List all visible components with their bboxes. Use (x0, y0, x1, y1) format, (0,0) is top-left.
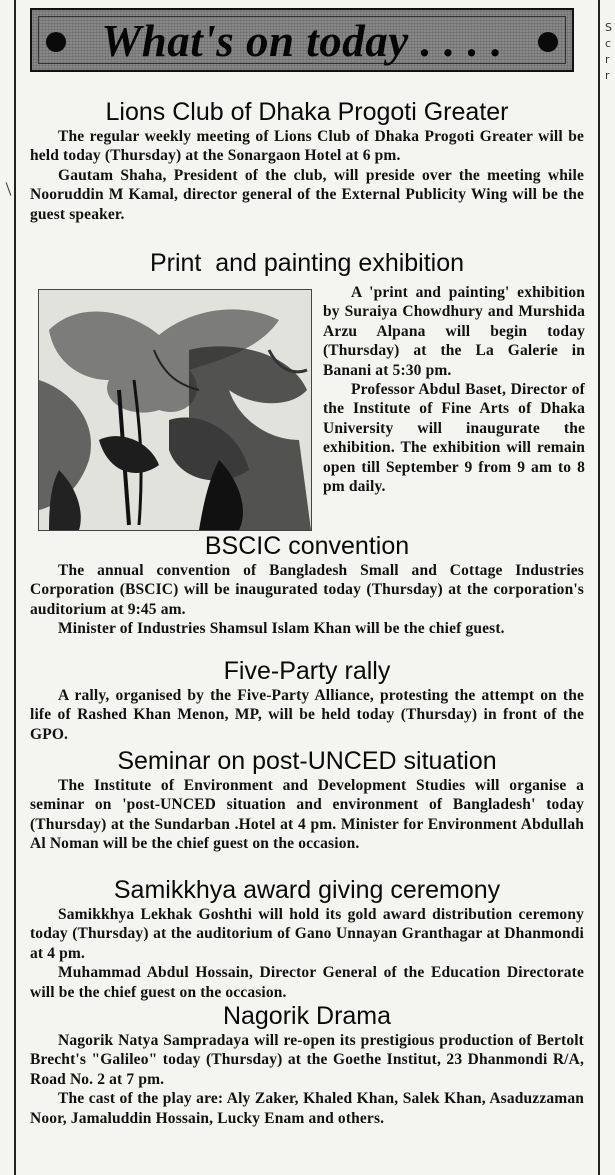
section-seminar (30, 746, 584, 854)
drama-paragraph-2: The cast of the play are: Aly Zaker, Khaled Khan, Salek Khan, Asaduzzaman Noor, Jamaluddin Hossain, Lucky Enam and others. (30, 1090, 584, 1127)
painting-illustration (39, 290, 311, 530)
rally-paragraph-1: A rally, organised by the Five-Party Alliance, protesting the attempt on the life of Rashed Khan Menon, MP, will be held today (Thursday) in front of the GPO. (30, 687, 584, 743)
section-bscic (30, 531, 584, 639)
section-lions-club (30, 97, 584, 224)
section-nagorik-drama (30, 1001, 584, 1128)
drama-paragraph-1: Nagorik Natya Sampradaya will re-open its prestigious production of Bertolt Brecht's "Galileo" today (Thursday) at the Goethe Institut, 23 Dhanmondi R/A, Road No. 2 at 7 pm. (30, 1032, 584, 1088)
headline-bscic: BSCIC convention (204, 532, 410, 560)
section-rally (30, 656, 584, 744)
headline-seminar: Seminar on post-UNCED situation (117, 747, 497, 775)
seminar-paragraph-1: The Institute of Environment and Development Studies will organise a seminar on 'post-UNCED situation and environment of Bangladesh' today (Thursday) at the Sundarban .Hotel at 4 pm. Minister for Environment Abdullah Al Noman will be the chief guest on the occasion. (30, 777, 584, 853)
exhibition-paragraph-1: A 'print and painting' exhibition by Suraiya Chowdhury and Murshida Arzu Alpana will begin today (Thursday) at the La Galerie in Banani at 5:30 pm. (323, 284, 585, 379)
section-exhibition-heading (30, 248, 584, 278)
column-banner (30, 8, 574, 72)
headline-rally: Five-Party rally (223, 657, 391, 685)
samikkhya-paragraph-2: Muhammad Abdul Hossain, Director General of the Education Directorate will be the chief guest on the occasion. (30, 964, 584, 1001)
margin-mark (6, 182, 12, 195)
exhibition-text (323, 283, 585, 496)
lions-paragraph-2: Gautam Shaha, President of the club, will preside over the meeting while Nooruddin M Kamal, director general of the External Publicity Wing will be the guest speaker. (30, 166, 584, 223)
headline-samikkhya: Samikkhya award giving ceremony (113, 876, 501, 904)
banner-title: What's on today . . . . (101, 16, 503, 66)
headline-nagorik-drama: Nagorik Drama (222, 1002, 392, 1030)
exhibition-paragraph-2: Professor Abdul Baset, Director of the Institute of Fine Arts of Dhaka University will inaugurate the exhibition. The exhibition will remain open till September 9 from 9 am to 8 pm daily. (323, 381, 585, 496)
samikkhya-paragraph-1: Samikkhya Lekhak Goshthi will hold its gold award distribution ceremony today (Thursday) at the auditorium of Gano Unnayan Granthagar at Dhanmondi at 4 pm. (30, 906, 584, 962)
banner-bullet-right (538, 32, 558, 52)
bscic-paragraph-2: Minister of Industries Shamsul Islam Khan will be the chief guest. (58, 620, 505, 638)
section-samikkhya (30, 875, 584, 1002)
painting-photo (38, 289, 312, 531)
lions-paragraph-1: The regular weekly meeting of Lions Club of Dhaka Progoti Greater will be held today (Thursday) at the Sonargaon Hotel at 6 pm. (30, 128, 584, 165)
banner-bullet-left (46, 32, 66, 52)
headline-exhibition: Print and painting exhibition (149, 249, 465, 277)
bscic-paragraph-1: The annual convention of Bangladesh Small and Cottage Industries Corporation (BSCIC) will be inaugurated today (Thursday) at the corporation's auditorium at 9:45 am. (30, 562, 584, 618)
headline-lions-club: Lions Club of Dhaka Progoti Greater (105, 98, 509, 126)
right-column-rule (598, 0, 600, 1175)
adjacent-column-fragment: S c r r (605, 21, 612, 82)
left-column-rule (14, 0, 16, 1175)
